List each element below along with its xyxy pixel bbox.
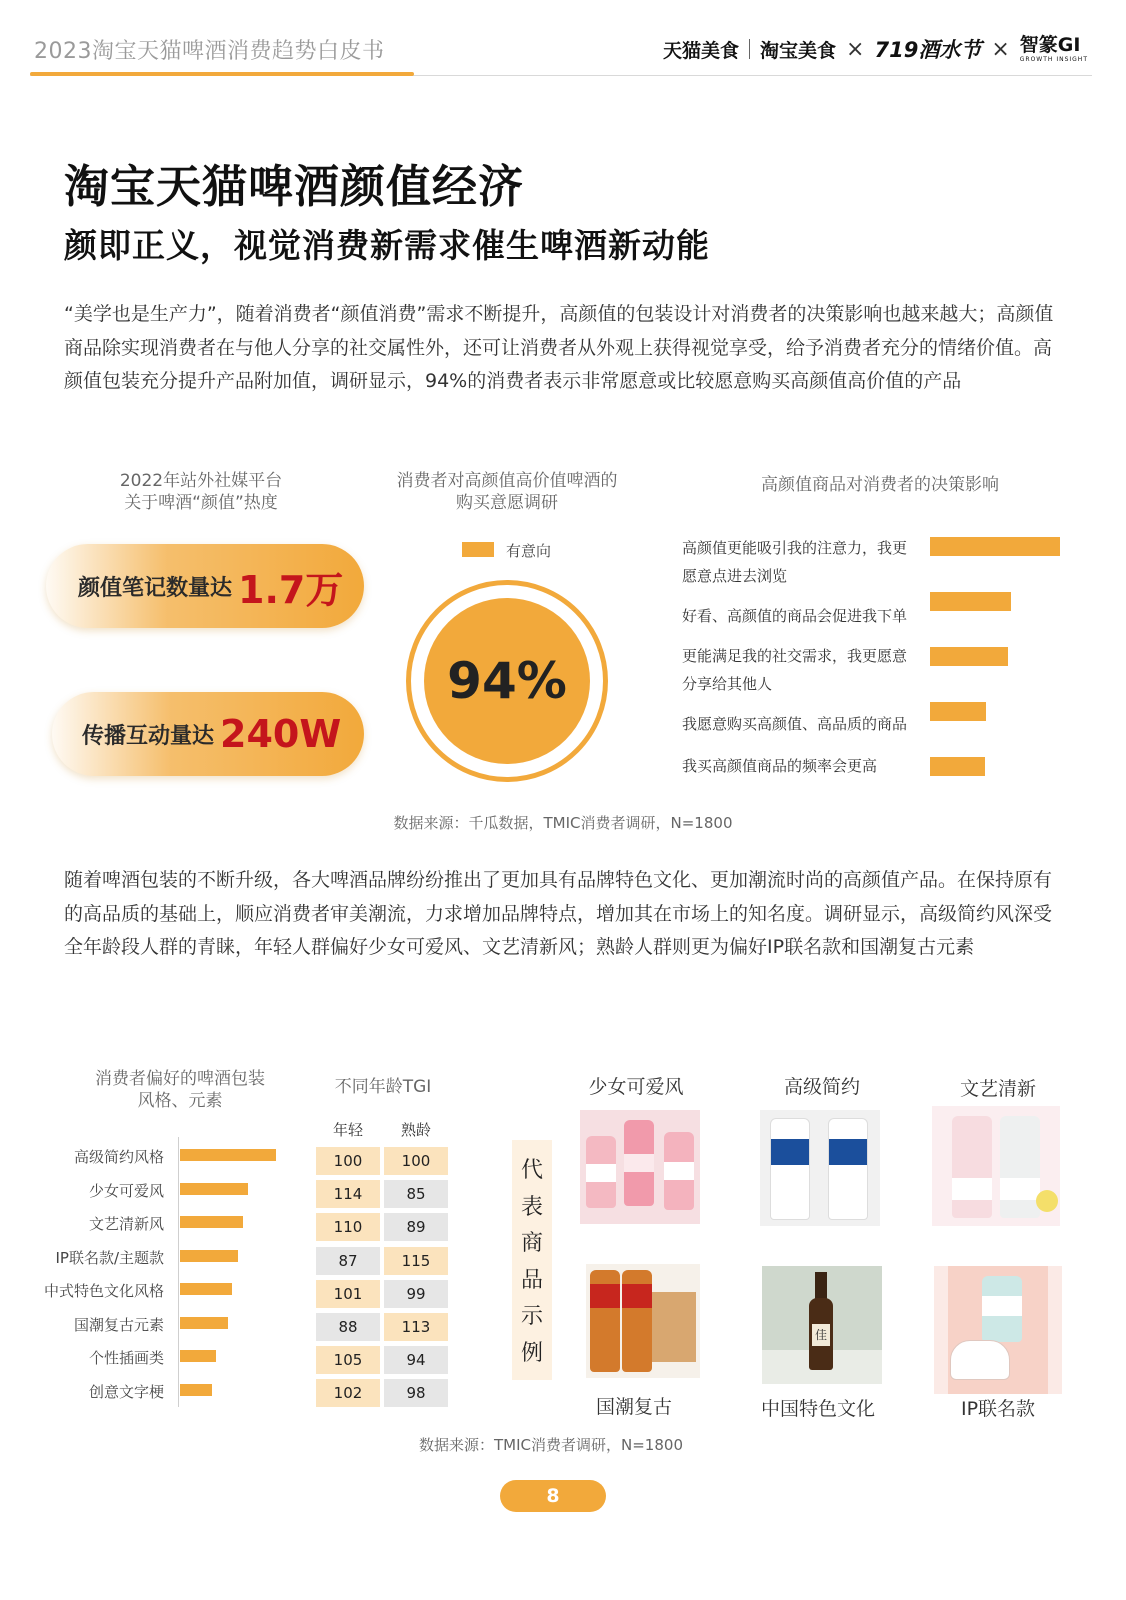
caption-line: 风格、元素 [137, 1091, 223, 1111]
tgi-cell-mature: 99 [384, 1280, 448, 1308]
tgi-cell-mature: 94 [384, 1346, 448, 1374]
intro-paragraph: “美学也是生产力”，随着消费者“颜值消费”需求不断提升，高颜值的包装设计对消费者的决策影响也越来越大；高颜值商品除实现消费者在与他人分享的社交属性外，还可让消费者从外观上获得视觉享受，给予消费者充分的情绪价值。高颜值包装充分提升产品附加值，调研显示，94%的消费者表示非常愿意或比较愿意购买高颜值高价值的产品 [64, 303, 1054, 392]
preference-bar [180, 1317, 228, 1329]
tgi-cell-young: 114 [316, 1180, 380, 1208]
notes-count-value: 1.7万 [238, 567, 344, 612]
bottle-label: 佳 [812, 1324, 830, 1346]
caption-line: 消费者偏好的啤酒包装 [95, 1069, 265, 1089]
examples-label-char: 品 [520, 1267, 543, 1293]
source-note: 数据来源：TMIC消费者调研，N=1800 [419, 1436, 683, 1454]
donut-center [424, 598, 590, 764]
brand-gi-name: 智篆GI [1019, 33, 1081, 56]
tgi-cell-young: 102 [316, 1379, 380, 1407]
caption-line: 购买意愿调研 [456, 493, 558, 513]
brand-separator [749, 39, 750, 59]
influence-caption: 高颜值商品对消费者的决策影响 [761, 475, 999, 495]
tgi-cell-mature: 115 [384, 1247, 448, 1275]
product-image-fresh [932, 1106, 1060, 1226]
style-caption-fresh: 文艺清新 [959, 1078, 1036, 1100]
style-caption-minimal: 高级简约 [783, 1076, 860, 1098]
legend-swatch [462, 542, 494, 557]
preference-label: 中式特色文化风格 [43, 1282, 164, 1300]
influence-label [682, 710, 1082, 738]
preference-axis [178, 1137, 179, 1407]
product-image-retro [586, 1264, 700, 1378]
source-note: 数据来源：千瓜数据，TMIC消费者调研，N=1800 [393, 814, 733, 832]
caption-line: 2022年站外社媒平台 [119, 471, 283, 491]
report-title: 2023淘宝天猫啤酒消费趋势白皮书 [34, 39, 385, 64]
influence-label-line: 更能满足我的社交需求，我更愿意 [682, 647, 908, 665]
tgi-cell-young: 110 [316, 1213, 380, 1241]
brand-taobao-food: 淘宝美食 [760, 39, 837, 62]
influence-label-line: 好看、高颜值的商品会促进我下单 [682, 607, 908, 625]
style-caption-ip: IP联名款 [960, 1398, 1036, 1420]
examples-label-char: 示 [520, 1304, 543, 1330]
preference-label: 创意文字梗 [88, 1382, 164, 1401]
survey-percentage: 94% [447, 652, 567, 710]
notes-count-label: 颜值笔记数量达 [78, 575, 233, 601]
influence-label [682, 752, 1082, 780]
style-caption-chinese: 中国特色文化 [760, 1398, 875, 1420]
preference-bar [180, 1149, 276, 1161]
brand-719-festival: 719酒水节 [874, 38, 982, 62]
influence-label-line: 分享给其他人 [682, 675, 773, 693]
influence-label [682, 642, 1082, 698]
preference-bar [180, 1250, 238, 1262]
tgi-cell-young: 105 [316, 1346, 380, 1374]
preference-bar [180, 1183, 248, 1195]
influence-label-line: 我愿意购买高颜值、高品质的商品 [682, 715, 908, 733]
influence-label-line: 高颜值更能吸引我的注意力，我更 [682, 539, 908, 557]
brand-gi-subtitle: GROWTH INSIGHT [1019, 55, 1088, 63]
influence-bar [930, 537, 1060, 556]
product-image-girly [580, 1110, 700, 1224]
examples-label-char: 例 [520, 1340, 543, 1366]
social-heat-caption [96, 470, 306, 514]
times-icon: × [846, 36, 865, 62]
notes-count-pill [46, 544, 364, 628]
header-accent-line [30, 72, 414, 76]
influence-bar [930, 647, 1008, 666]
brand-logos [663, 34, 1088, 64]
preference-label: 国潮复古元素 [73, 1315, 164, 1334]
influence-bar [930, 592, 1011, 611]
tgi-cell-mature: 98 [384, 1379, 448, 1407]
times-icon: × [991, 36, 1010, 62]
page-number: 8 [500, 1480, 606, 1512]
influence-label [682, 602, 1082, 630]
page-title: 淘宝天猫啤酒颜值经济 [64, 160, 525, 213]
preference-bar [180, 1350, 216, 1362]
tgi-cell-mature: 100 [384, 1147, 448, 1175]
preference-bar [180, 1216, 243, 1228]
preference-label: 少女可爱风 [88, 1181, 164, 1200]
examples-label [512, 1140, 552, 1380]
influence-label-line: 愿意点进去浏览 [682, 567, 788, 585]
caption-line: 关于啤酒“颜值”热度 [124, 493, 278, 513]
interaction-value: 240W [220, 712, 342, 756]
preference-bar [180, 1283, 232, 1295]
legend-label: 有意向 [506, 542, 552, 560]
tgi-header-young: 年轻 [332, 1121, 363, 1139]
interaction-pill [52, 692, 364, 776]
influence-label-line: 我买高颜值商品的频率会更高 [682, 757, 878, 775]
style-caption-girly: 少女可爱风 [588, 1076, 684, 1098]
examples-label-char: 代 [520, 1158, 543, 1184]
survey-caption [380, 470, 634, 514]
product-image-minimal [760, 1110, 880, 1226]
preference-label: 高级简约风格 [73, 1148, 164, 1166]
preference-label: IP联名款/主题款 [55, 1248, 164, 1267]
product-image-chinese [762, 1266, 882, 1384]
product-image-ip [934, 1266, 1062, 1394]
tgi-cell-young: 101 [316, 1280, 380, 1308]
tgi-cell-young: 88 [316, 1313, 380, 1341]
influence-bar [930, 757, 985, 776]
page-subtitle: 颜即正义，视觉消费新需求催生啤酒新动能 [64, 226, 710, 265]
tgi-header-mature: 熟龄 [400, 1121, 431, 1139]
preference-caption [70, 1068, 290, 1112]
preference-bar [180, 1384, 212, 1396]
interaction-label: 传播互动量达 [82, 723, 215, 749]
tgi-cell-mature: 85 [384, 1180, 448, 1208]
tgi-cell-mature: 89 [384, 1213, 448, 1241]
examples-label-char: 表 [520, 1194, 543, 1220]
tgi-cell-mature: 113 [384, 1313, 448, 1341]
brand-tmall-food: 天猫美食 [663, 39, 740, 62]
style-caption-retro: 国潮复古 [595, 1396, 672, 1418]
preference-label: 个性插画类 [88, 1349, 164, 1367]
preference-label: 文艺清新风 [88, 1215, 164, 1233]
tgi-cell-young: 87 [316, 1247, 380, 1275]
tgi-caption: 不同年龄TGI [334, 1077, 432, 1097]
examples-label-char: 商 [520, 1231, 543, 1257]
tgi-cell-young: 100 [316, 1147, 380, 1175]
influence-bar [930, 702, 986, 721]
packaging-paragraph: 随着啤酒包装的不断升级，各大啤酒品牌纷纷推出了更加具有品牌特色文化、更加潮流时尚的高颜值产品。在保持原有的高品质的基础上，顺应消费者审美潮流，力求增加品牌特点，增加其在市场上的知名度。调研显示，高级简约风深受全年龄段人群的青睐，年轻人群偏好少女可爱风、文艺清新风；熟龄人群则更为偏好IP联名款和国潮复古元素 [64, 869, 1053, 958]
brand-gi-logo [1019, 33, 1088, 63]
caption-line: 消费者对高颜值高价值啤酒的 [396, 471, 618, 491]
